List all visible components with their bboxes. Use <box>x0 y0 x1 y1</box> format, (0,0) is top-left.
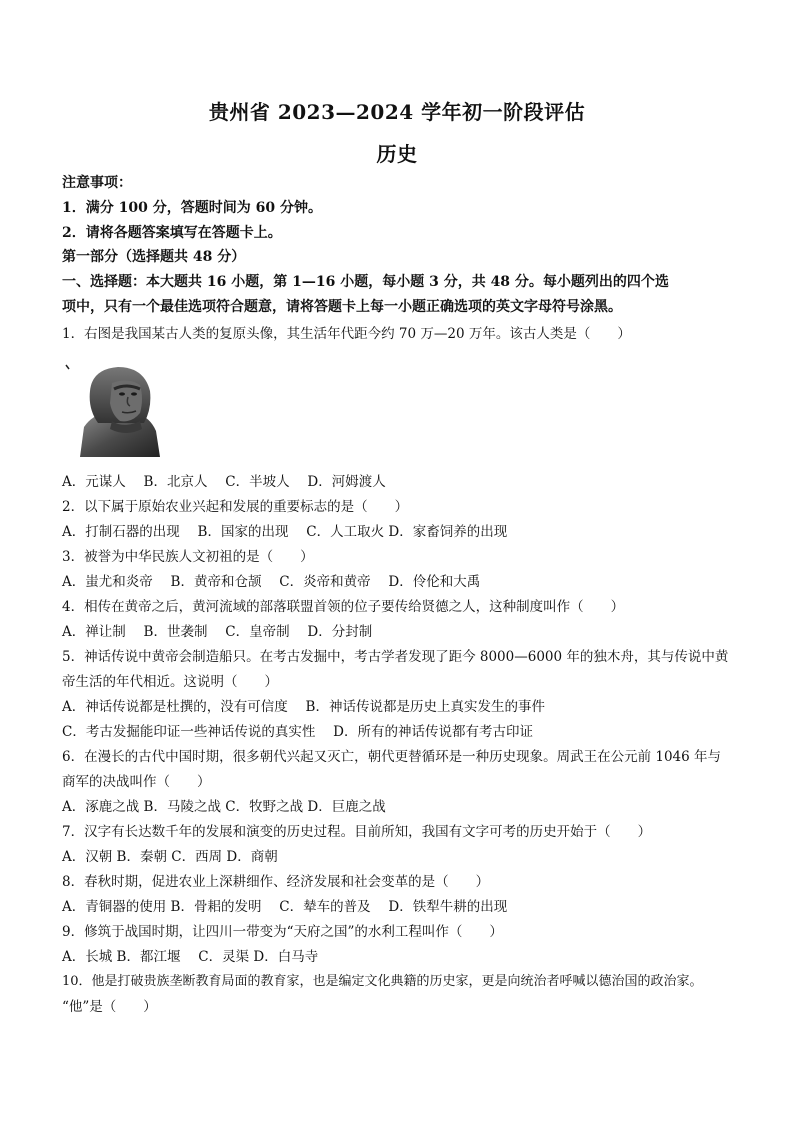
notice-heading: 注意事项： <box>62 175 132 191</box>
section-instruction: 项中，只有一个最佳选项符合题意，请将答题卡上每一小题正确选项的英文字母符号涂黑。 <box>62 299 622 315</box>
question-stem: 9．修筑于战国时期，让四川一带变为“天府之国”的水利工程叫作（ ） <box>62 924 503 940</box>
question-options: A．涿鹿之战 B．马陵之战 C．牧野之战 D．巨鹿之战 <box>62 799 386 815</box>
question-options: A．长城 B．都江堰 C．灵渠 D．白马寺 <box>62 949 319 965</box>
question-stem: 1．右图是我国某古人类的复原头像，其生活年代距今约 70 万—20 万年。该古人类是（ ） <box>62 326 631 342</box>
subject-title: 历史 <box>376 142 418 166</box>
question-stem-continued: 帝生活的年代相近。这说明（ ） <box>62 674 278 690</box>
notice-item: 1．满分 100 分，答题时间为 60 分钟。 <box>62 200 322 216</box>
question-stem: 5．神话传说中黄帝会制造船只。在考古发掘中，考古学者发现了距今 8000—6000 年的独木舟，其与传说中黄 <box>62 649 729 665</box>
section-instruction: 一、选择题：本大题共 16 小题，第 1—16 小题，每小题 3 分，共 48 分。每小题列出的四个选 <box>62 274 669 290</box>
ancient-human-bust-image <box>62 357 172 457</box>
question-stem: 7．汉字有长达数千年的发展和演变的历史过程。目前所知，我国有文字可考的历史开始于（ ） <box>62 824 652 840</box>
question-stem: 2．以下属于原始农业兴起和发展的重要标志的是（ ） <box>62 499 409 515</box>
question-stem-continued: 商军的决战叫作（ ） <box>62 774 211 790</box>
notice-item: 2．请将各题答案填写在答题卡上。 <box>62 225 282 241</box>
question-stem: 4．相传在黄帝之后，黄河流域的部落联盟首领的位子要传给贤德之人，这种制度叫作（ ） <box>62 599 625 615</box>
question-options: A．元谋人 B．北京人 C．半坡人 D．河姆渡人 <box>62 474 386 490</box>
question-options: A．神话传说都是杜撰的，没有可信度 B．神话传说都是历史上真实发生的事件 <box>62 699 545 715</box>
question-stem-continued: “他”是（ ） <box>62 999 157 1015</box>
part-heading: 第一部分（选择题共 48 分） <box>62 249 246 265</box>
question-options: A．青铜器的使用 B．骨耜的发明 C．辇车的普及 D．铁犁牛耕的出现 <box>62 899 508 915</box>
question-stem: 6．在漫长的古代中国时期，很多朝代兴起又灭亡，朝代更替循环是一种历史现象。周武王在公元前 1046 年与 <box>62 749 722 765</box>
question-stem: 10．他是打破贵族垄断教育局面的教育家，也是编定文化典籍的历史家，更是向统治者呼喊以德治国的政治家。 <box>62 974 703 989</box>
question-options: C．考古发掘能印证一些神话传说的真实性 D．所有的神话传说都有考古印证 <box>62 724 533 740</box>
question-stem: 3．被誉为中华民族人文初祖的是（ ） <box>62 549 314 565</box>
question-options: A．蚩尤和炎帝 B．黄帝和仓颉 C．炎帝和黄帝 D．伶伦和大禹 <box>62 574 481 590</box>
question-options: A．汉朝 B．秦朝 C．西周 D．商朝 <box>62 849 278 865</box>
question-options: A．打制石器的出现 B．国家的出现 C．人工取火 D．家畜饲养的出现 <box>62 524 508 540</box>
question-options: A．禅让制 B．世袭制 C．皇帝制 D．分封制 <box>62 624 373 640</box>
exam-title: 贵州省 2023—2024 学年初一阶段评估 <box>208 100 586 124</box>
question-stem: 8．春秋时期，促进农业上深耕细作、经济发展和社会变革的是（ ） <box>62 874 490 890</box>
